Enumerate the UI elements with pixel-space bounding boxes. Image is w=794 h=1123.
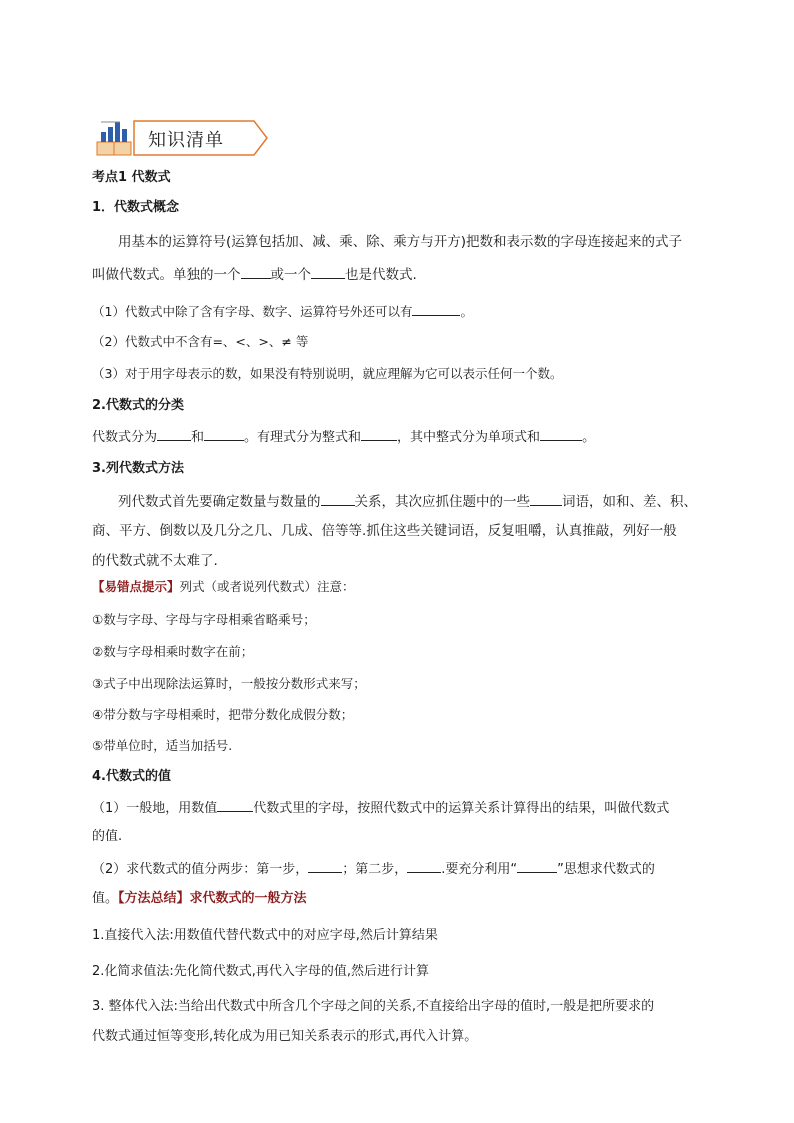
s1-note-1 — [92, 301, 473, 322]
s3-tip-item: ⑤带单位时，适当加括号. — [92, 738, 233, 753]
fill-blank — [361, 426, 397, 441]
s3-text: 关系，其次应抓住题中的一些 — [354, 494, 530, 510]
fill-blank — [157, 426, 191, 441]
s4-text: 代数式里的字母，按照代数式中的运算关系计算得出的结果，叫做代数式 — [253, 801, 670, 816]
s4-text: （2）求代数式的值分两步：第一步， — [92, 862, 309, 877]
s3-para-line2: 商、平方、倒数以及几分之几、几成、倍等等.抓住这些关键词语，反复咀嚼，认真推敲，列好一般 — [92, 523, 677, 539]
s1-text: 也是代数式. — [345, 267, 417, 283]
s4-text: 值。 — [92, 891, 119, 906]
fill-blank — [412, 301, 460, 316]
method-item-cont: 代数式通过恒等变形,转化成为用已知关系表示的形式,再代入计算。 — [92, 1029, 478, 1044]
s3-tip-item: ③式子中出现除法运算时，一般按分数形式来写； — [92, 676, 366, 691]
s2-text: 和 — [191, 430, 205, 445]
s4-text: ；第二步， — [342, 862, 408, 877]
fill-blank — [217, 797, 253, 812]
s3-tip-heading — [92, 577, 355, 597]
fill-blank — [321, 491, 355, 506]
section-3-title: 3.列代数式方法 — [92, 461, 184, 476]
fill-blank — [204, 426, 244, 441]
section-1-title: 1．代数式概念 — [92, 200, 180, 215]
s1-para-line2 — [92, 264, 417, 285]
s3-tip-item: ④带分数与字母相乘时，把带分数化成假分数； — [92, 707, 354, 722]
s2-text: 。有理式分为整式和 — [244, 430, 362, 445]
s4-text: ”思想求代数式的 — [557, 862, 655, 877]
s4-method-heading — [92, 889, 307, 909]
s1-note-text: （1）代数式中除了含有字母、数字、运算符号外还可以有 — [92, 304, 413, 319]
section-2-title: 2.代数式的分类 — [92, 398, 184, 413]
s1-text: 叫做代数式。单独的一个 — [92, 267, 241, 283]
s1-note-2: （2）代数式中不含有=、<、>、≠ 等 — [92, 334, 309, 349]
fill-blank — [241, 264, 271, 279]
s3-text: 词语，如和、差、积、 — [562, 494, 697, 510]
method-item: 2.化简求值法:先化简代数式,再代入字母的值,然后进行计算 — [92, 964, 430, 979]
banner-title: 知识清单 — [148, 130, 224, 151]
kaodian-heading: 考点1 代数式 — [92, 170, 171, 185]
fill-blank — [517, 858, 557, 873]
method-item: 1.直接代入法:用数值代替代数式中的对应字母,然后计算结果 — [92, 928, 438, 943]
s3-para-line3: 的代数式就不太难了. — [92, 553, 218, 569]
section-banner — [94, 118, 270, 158]
method-label: 【方法总结】求代数式的一般方法 — [118, 891, 307, 906]
s4-text: （1）一般地，用数值 — [92, 801, 218, 816]
method-item: 3. 整体代入法:当给出代数式中所含几个字母之间的关系,不直接给出字母的值时,一般是把所要求的 — [92, 999, 655, 1014]
fill-blank — [530, 491, 562, 506]
s3-text: 列代数式首先要确定数量与数量的 — [118, 494, 321, 510]
s2-para — [92, 426, 595, 448]
s1-note-3: （3）对于用字母表示的数，如果没有特别说明，就应理解为它可以表示任何一个数。 — [92, 366, 563, 381]
fill-blank — [407, 858, 441, 873]
s3-tip-item: ②数与字母相乘时数字在前； — [92, 644, 254, 659]
s4-note-1 — [92, 797, 669, 819]
s4-note-1-cont: 的值. — [92, 829, 123, 844]
s1-note-text: 。 — [460, 304, 473, 319]
s2-text: ，其中整式分为单项式和 — [397, 430, 541, 445]
s1-text: 或一个 — [270, 267, 311, 283]
section-4-title: 4.代数式的值 — [92, 769, 171, 784]
s4-note-2 — [92, 858, 655, 880]
s1-para-line1: 用基本的运算符号(运算包括加、减、乘、除、乘方与开方)把数和表示数的字母连接起来的式子 — [118, 234, 683, 250]
tip-text: 列式（或者说列代数式）注意： — [179, 579, 355, 594]
s2-text: 。 — [582, 430, 596, 445]
fill-blank — [308, 858, 342, 873]
s3-para-line1 — [118, 491, 697, 512]
book-chart-icon — [97, 122, 131, 155]
fill-blank — [540, 426, 582, 441]
fill-blank — [311, 264, 345, 279]
s2-text: 代数式分为 — [92, 430, 158, 445]
s3-tip-item: ①数与字母、字母与字母相乘省略乘号； — [92, 612, 316, 627]
s4-text: .要充分利用“ — [441, 862, 518, 877]
tip-label: 【易错点提示】 — [92, 579, 180, 594]
